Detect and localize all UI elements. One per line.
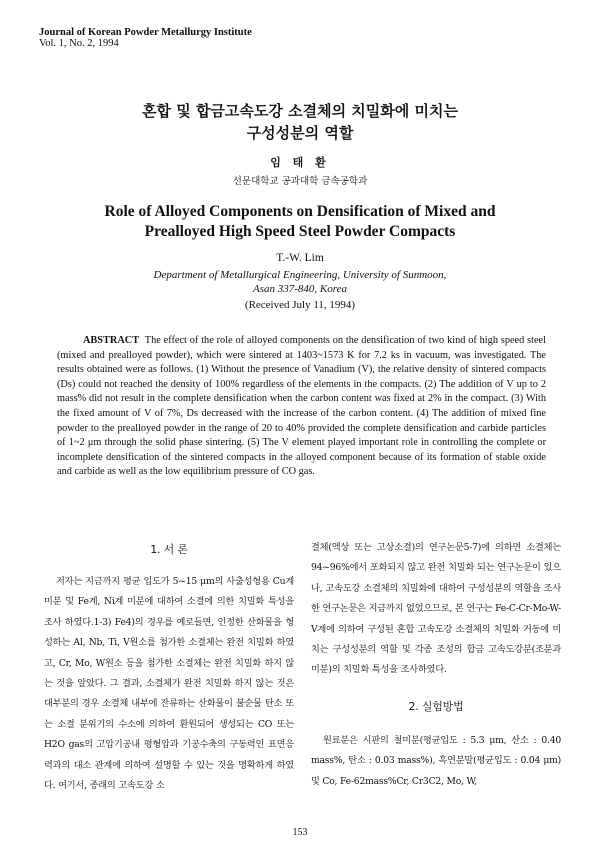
english-title-line-1: Role of Alloyed Components on Densification of Mixed and [104, 203, 496, 220]
korean-title-line-2: 구성성분의 역할 [246, 124, 354, 142]
journal-header [39, 27, 252, 49]
right-column [311, 538, 561, 792]
english-author: T.-W. Lim [276, 252, 324, 264]
section-2-paragraph: 원료분은 시판의 철미분(평균입도 : 5.3 μm, 산소 : 0.40 mass%, 탄소 : 0.03 mass%), 흑연분말(평균입도 : 0.04 μm) 및 Co, Fe-62mass%Cr, Cr3C2, Mo, W, [311, 734, 561, 787]
journal-name: Journal of Korean Powder Metallurgy Institute [39, 27, 252, 38]
section-2-heading: 2. 실험방법 [408, 699, 464, 713]
korean-affiliation: 선문대학교 공과대학 금속공학과 [232, 176, 368, 187]
abstract [57, 334, 546, 480]
received-date: (Received July 11, 1994) [244, 299, 356, 311]
right-column-paragraph: 결체(액상 또는 고상소결)의 연구논문5-7)에 의하면 소결체는 94~96%에서 포화되지 않고 완전 치밀화 되는 연구논문이 있으나, 고속도강 소결체의 치밀화에 대하여 구성성분의 역할을 조사한 연구논문은 지금까지 없었으므로, 본 연구는 Fe-C-Cr-Mo-W-V계에 의하여 구성된 혼합 고속도강 소결체의 치밀화 거동에 미치는 구성성분의 역할 및 각종 조성의 합금 고속도강분(조분과 미분)의 치밀화 특성을 조사하였다. [311, 542, 561, 676]
english-title [0, 202, 600, 242]
section-1-paragraph: 저자는 지금까지 평균 입도가 5~15 μm의 사출성형용 Cu계 미분 및 Fe계, Ni계 미분에 대하여 소결에 의한 치밀화 특성을 조사 하였다.1-3) Fe4)의 경우를 예로들면, 인정한 산화물을 형성하는 Al, Nb, Ti, V원소를 첨가한 소결체는 완전 치밀화 하였고, Cr, Mo, W원소 등을 첨가한 소결체는 완전 치밀화 하지 않는 것을 알았다. 그 결과, 소결체가 완전 치밀화 하지 않는 것은 대부분의 경우 소결체 내부에 잔류하는 산화물이 불순물 탄소 또는 소결 분위기의 수소에 의하여 환원되어 생성되는 CO 또는 H2O gas의 고압기공내 평형압과 기공수축의 구동력인 표면응력과의 대소 관계에 의하여 설명할 수 있는 것을 명확하게 하였다. 여기서, 종래의 고속도강 소 [44, 576, 294, 792]
abstract-label: ABSTRACT [83, 335, 140, 346]
left-column [44, 540, 294, 796]
korean-title-line-1: 혼합 및 합금고속도강 소결체의 치밀화에 미치는 [142, 102, 458, 120]
korean-author: 임 태 환 [270, 156, 330, 169]
english-affiliation-line-1: Department of Metallurgical Engineering, University of Sunmoon, [153, 269, 447, 281]
korean-title [0, 100, 600, 144]
english-affiliation-line-2: Asan 337-840, Korea [252, 283, 347, 295]
abstract-text: The effect of the role of alloyed components on the densification of two kind of high speed steel (mixed and prealloyed powder), which were sintered at 1403~1573 K for 7.2 ks in vacuum, was investigated. The results obtained were as follows. (1) Without the presence of Vanadium (V), the relative density of sintered compacts (Ds) could not reached the density of 100% regardless of the elements in the compacts. (2) The addition of V up to 2 mass% did not result in the complete densification when the carbon content was fixed at 2% in the compact. (3) With the fixed amount of V of 7%, Ds decreased with the increase of the carbon content. (4) The addition of mixed fine powder to the prealloyed powder in the range of 20 to 40% provided the complete densification and carbide particles of 1~2 μm through the solid phase sintering. (5) The V element played important role in controlling the complete or incomplete densification of the sintered compacts in the alloyed component because of its formation of stable oxide and carbide as well as the low equilibrium pressure of CO gas. [57, 335, 546, 478]
section-1-heading: 1. 서 론 [150, 543, 188, 556]
english-affiliation [0, 268, 600, 296]
page-number: 153 [292, 827, 308, 838]
english-title-line-2: Prealloyed High Speed Steel Powder Compacts [144, 223, 456, 240]
journal-volume: Vol. 1, No. 2, 1994 [39, 38, 119, 49]
